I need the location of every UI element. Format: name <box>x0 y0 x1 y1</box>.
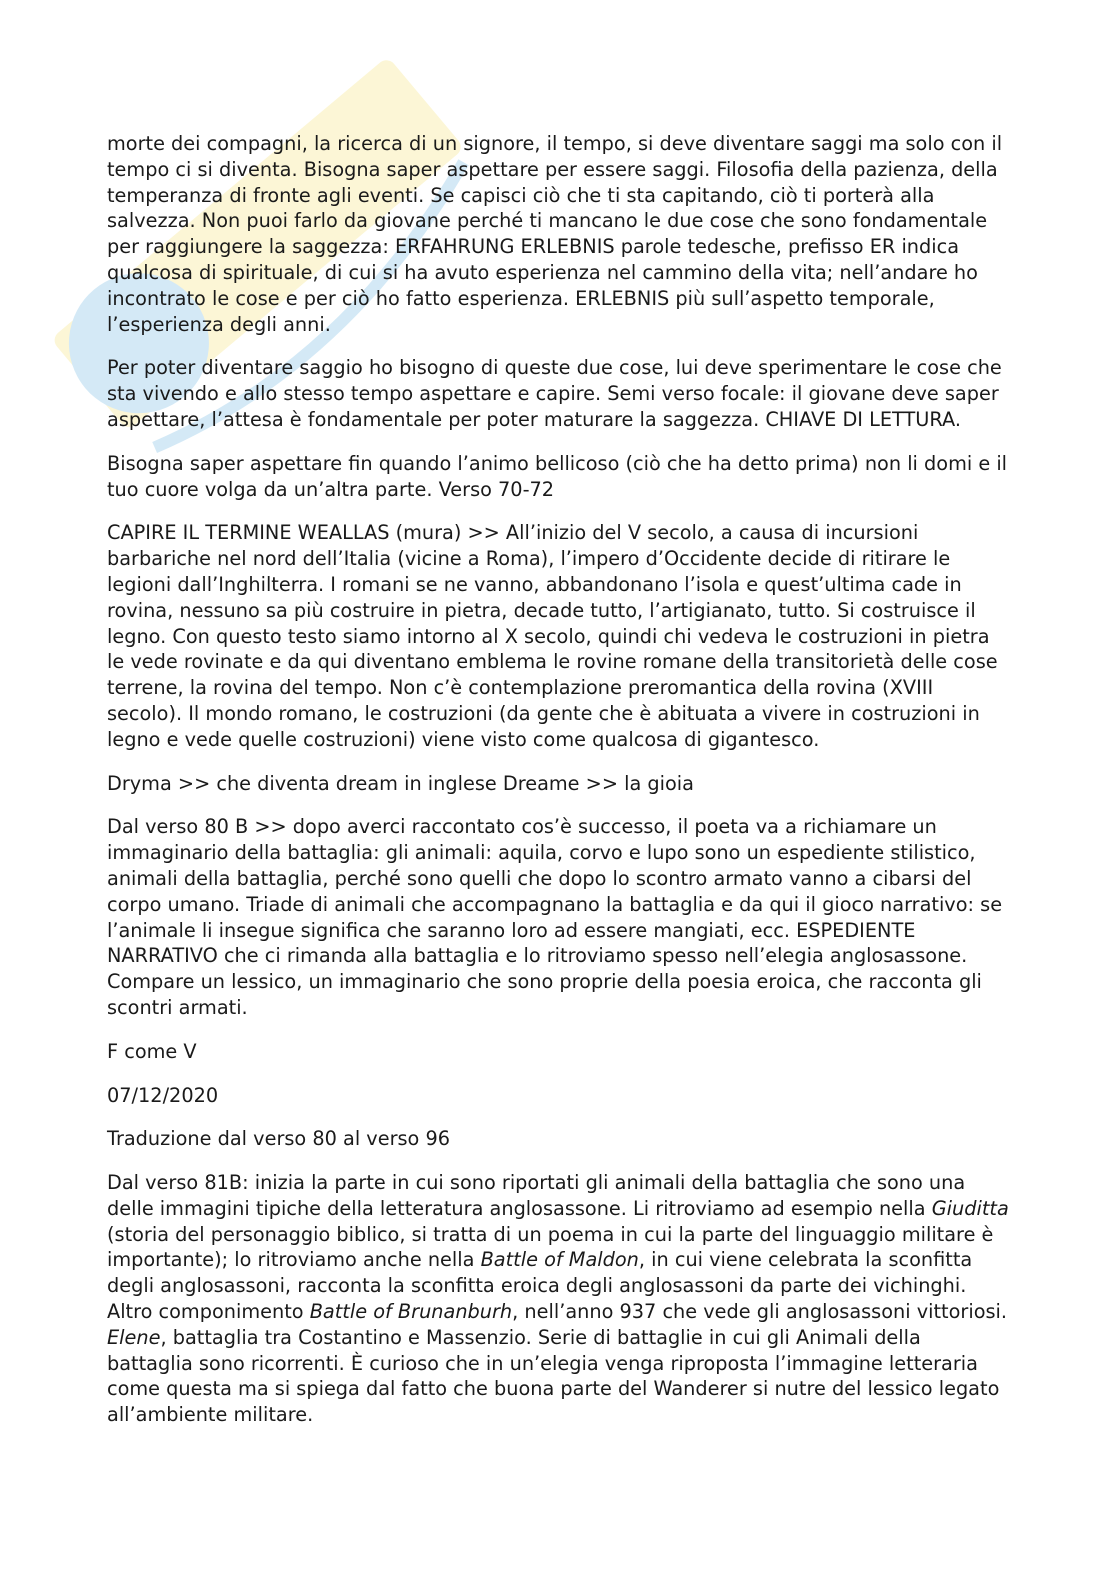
paragraph-5: Dryma >> che diventa dream in inglese Dreame >> la gioia <box>107 771 694 795</box>
paragraph-4: CAPIRE IL TERMINE WEALLAS (mura) >> All’inizio del V secolo, a causa di incursioni barbariche nel nord dell’Italia (vicine a Roma), l’impero d’Occidente decide di ritirare le legioni dall’Inghilterra. I romani se ne vanno, abbandonano l’isola e quest’ultima cade in rovina, nessuno sa più costruire in pietra, decade tutto, l’artigianato, tutto. Si costruisce il legno. Con questo testo siamo intorno al X secolo, quindi chi vedeva le costruzioni in pietra le vede rovinate e da qui diventano emblema le rovine romane della transitorietà delle cose terrene, la rovina del tempo. Non c’è contemplazione preromantica della rovina (XVIII secolo). Il mondo romano, le costruzioni (da gente che è abituata a vivere in costruzioni in legno e vede quelle costruzioni) viene visto come qualcosa di gigantesco. <box>107 521 998 751</box>
date-line: 07/12/2020 <box>107 1083 219 1107</box>
text-span: Dal verso 81B: inizia la parte in cui sono riportati gli animali della battaglia che sono una delle immagini tipiche della letteratura anglosassone. Li ritroviamo ad esempio nella <box>107 1171 966 1220</box>
paragraph-7: F come V <box>107 1039 197 1063</box>
paragraph-6: Dal verso 80 B >> dopo averci raccontato cos’è successo, il poeta va a richiamare un immaginario della battaglia: gli animali: aquila, corvo e lupo sono un espediente stilistico, animali della battaglia, perché sono quelli che dopo lo scontro armato vanno a cibarsi del corpo umano. Triade di animali che accompagnano la battaglia e da qui il gioco narrativo: se l’animale li insegue significa che saranno loro ad essere mangiati, ecc. ESPEDIENTE NARRATIVO che ci rimanda alla battaglia e lo ritroviamo spesso nell’elegia anglosassone. Compare un lessico, un immaginario che sono proprie della poesia eroica, che racconta gli scontri armati. <box>107 815 1003 1019</box>
title-battle-of-maldon: Battle of Maldon <box>480 1248 639 1272</box>
document-body <box>107 131 1012 1446</box>
paragraph-2: Per poter diventare saggio ho bisogno di queste due cose, lui deve sperimentare le cose che sta vivendo e allo stesso tempo aspettare e capire. Semi verso focale: il giovane deve saper aspettare, l’attesa è fondamentale per poter maturare la saggezza. CHIAVE DI LETTURA. <box>107 356 1002 431</box>
text-span: (storia del personaggio biblico, si tratta di un poema in cui la parte del linguaggio militare è importante); lo ritroviamo anche nella <box>107 1222 994 1272</box>
title-battle-of-brunanburh: Battle of Brunanburh <box>309 1300 513 1324</box>
text-span: , battaglia tra Costantino e Massenzio. Serie di battaglie in cui gli Animali della battaglia sono ricorrenti. È curioso che in un’elegia venga riproposta l’immagine letteraria come questa ma si spiega dal fatto che buona parte del Wanderer si nutre del lessico legato all’ambiente militare. <box>107 1325 1000 1427</box>
paragraph-3: Bisogna saper aspettare fin quando l’animo bellicoso (ciò che ha detto prima) non li domi e il tuo cuore volga da un’altra parte. Verso 70-72 <box>107 451 1008 501</box>
title-giuditta: Giuditta <box>931 1196 1009 1220</box>
paragraph-1: morte dei compagni, la ricerca di un signore, il tempo, si deve diventare saggi ma solo con il tempo ci si diventa. Bisogna saper aspettare per essere saggi. Filosofia della pazienza, della temperanza di fronte agli eventi. Se capisci ciò che ti sta capitando, ciò ti porterà alla salvezza. Non puoi farlo da giovane perché ti mancano le due cose che sono fondamentale per raggiungere la saggezza: ERFAHRUNG ERLEBNIS parole tedesche, prefisso ER indica qualcosa di spirituale, di cui si ha avuto esperienza nel cammino della vita; nell’andare ho incontrato le cose e per ciò ho fatto esperienza. ERLEBNIS più sull’aspetto temporale, l’esperienza degli anni. <box>107 132 1003 336</box>
text-span: , nell’anno 937 che vede gli anglosassoni vittoriosi. <box>512 1300 1008 1324</box>
text-span: , in cui viene celebrata la sconfitta degli anglosassoni, racconta la sconfitta eroica degli anglosassoni da parte dei vichinghi. Altro componimento <box>107 1248 973 1324</box>
paragraph-10 <box>107 1170 1012 1428</box>
title-elene: Elene <box>107 1325 161 1349</box>
paragraph-9: Traduzione dal verso 80 al verso 96 <box>107 1127 451 1151</box>
